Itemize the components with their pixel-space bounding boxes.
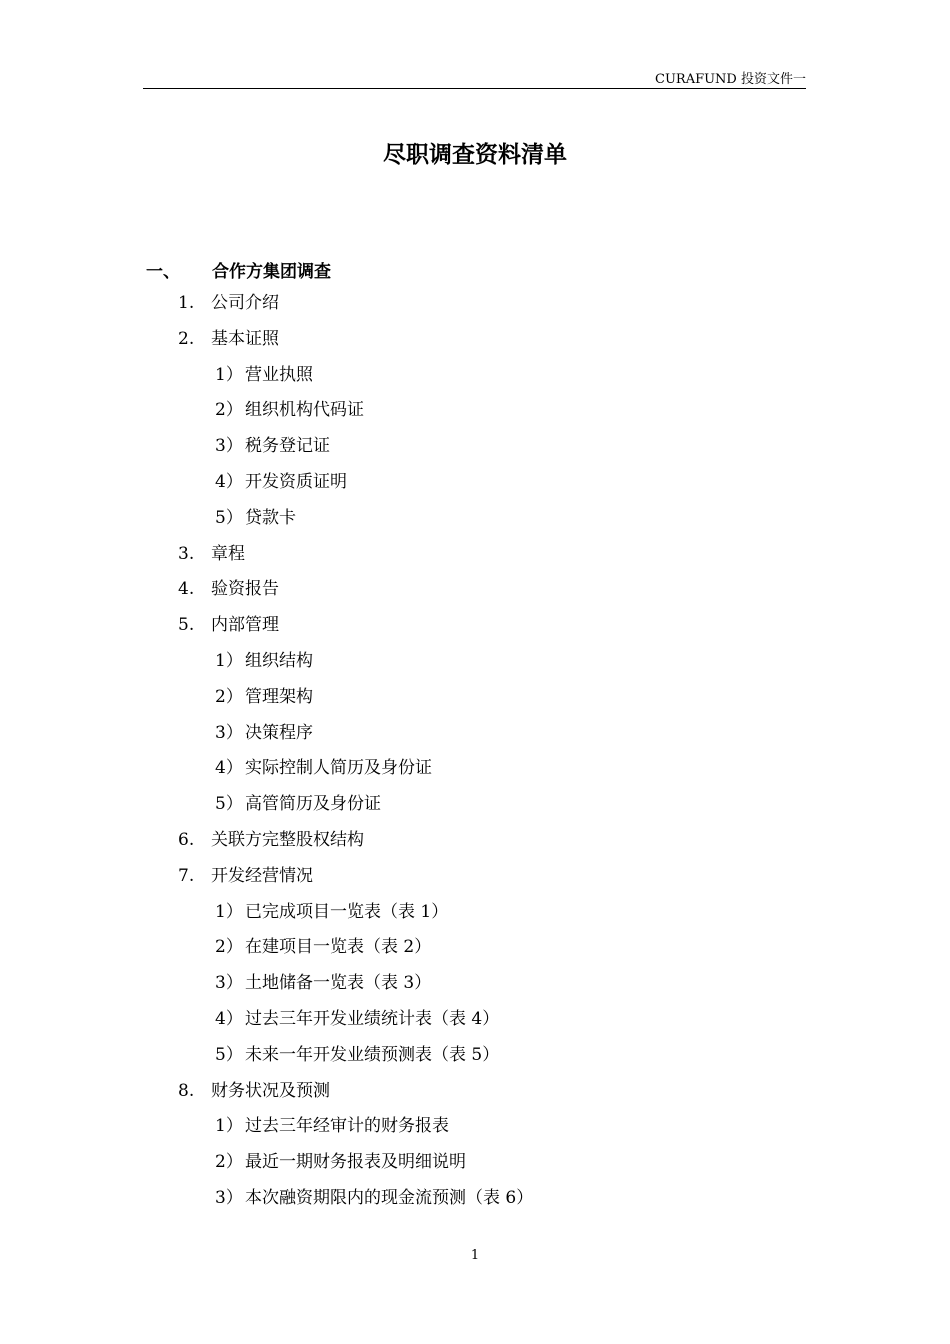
page-header: [143, 66, 806, 89]
item-label: 最近一期财务报表及明细说明: [245, 1152, 466, 1173]
item-number: 2）: [215, 937, 243, 958]
item-number: 5.: [178, 615, 195, 636]
item-label: 组织机构代码证: [245, 400, 364, 421]
item-label: 高管简历及身份证: [245, 794, 381, 815]
section-label: 合作方集团调查: [212, 262, 331, 282]
item-number: 3.: [178, 543, 195, 564]
item-label: 土地储备一览表（表 3）: [245, 973, 432, 994]
item-number: 1）: [215, 651, 243, 671]
item-label: 过去三年经审计的财务报表: [245, 1116, 449, 1137]
item-label: 决策程序: [245, 722, 313, 743]
item-label: 在建项目一览表（表 2）: [245, 937, 432, 958]
item-number: 3）: [215, 722, 243, 743]
item-label: 财务状况及预测: [211, 1080, 330, 1101]
item-label: 章程: [211, 543, 245, 564]
item-number: 5）: [215, 1044, 243, 1065]
item-label: 关联方完整股权结构: [211, 830, 364, 850]
item-label: 公司介绍: [211, 293, 279, 313]
item-label: 开发经营情况: [211, 865, 313, 886]
item-number: 2）: [215, 400, 243, 421]
item-label: 组织结构: [245, 651, 313, 671]
item-label: 已完成项目一览表（表 1）: [245, 901, 449, 922]
item-label: 验资报告: [211, 579, 279, 600]
item-number: 4）: [215, 758, 243, 779]
item-label: 内部管理: [211, 615, 279, 636]
item-number: 3）: [215, 973, 243, 994]
item-number: 8.: [178, 1080, 195, 1101]
item-label: 未来一年开发业绩预测表（表 5）: [245, 1044, 500, 1065]
section-number: 一、: [146, 262, 180, 282]
item-label: 实际控制人简历及身份证: [245, 758, 432, 779]
item-label: 贷款卡: [245, 507, 296, 528]
document-title: 尽职调查资料清单: [383, 142, 567, 168]
item-number: 1）: [215, 364, 243, 385]
item-number: 4.: [178, 579, 195, 600]
item-label: 管理架构: [245, 686, 313, 707]
page-number: 1: [470, 1248, 480, 1263]
item-number: 4）: [215, 1009, 243, 1029]
item-number: 2）: [215, 686, 243, 707]
item-number: 1.: [178, 293, 195, 313]
item-number: 4）: [215, 472, 243, 492]
item-number: 5）: [215, 794, 243, 815]
item-number: 3）: [215, 1188, 243, 1208]
item-number: 2）: [215, 1152, 243, 1173]
header-text: CURAFUND 投资文件一: [655, 72, 806, 87]
item-label: 过去三年开发业绩统计表（表 4）: [245, 1009, 500, 1029]
item-number: 7.: [178, 865, 195, 886]
item-label: 本次融资期限内的现金流预测（表 6）: [245, 1188, 534, 1208]
item-number: 1）: [215, 901, 243, 922]
item-number: 5）: [215, 507, 243, 528]
item-label: 税务登记证: [245, 436, 330, 457]
item-number: 3）: [215, 436, 243, 457]
item-label: 开发资质证明: [245, 472, 347, 492]
item-number: 6.: [178, 830, 195, 850]
item-label: 营业执照: [245, 364, 313, 385]
item-number: 2.: [178, 328, 195, 349]
item-label: 基本证照: [211, 328, 279, 349]
item-number: 1）: [215, 1116, 243, 1137]
